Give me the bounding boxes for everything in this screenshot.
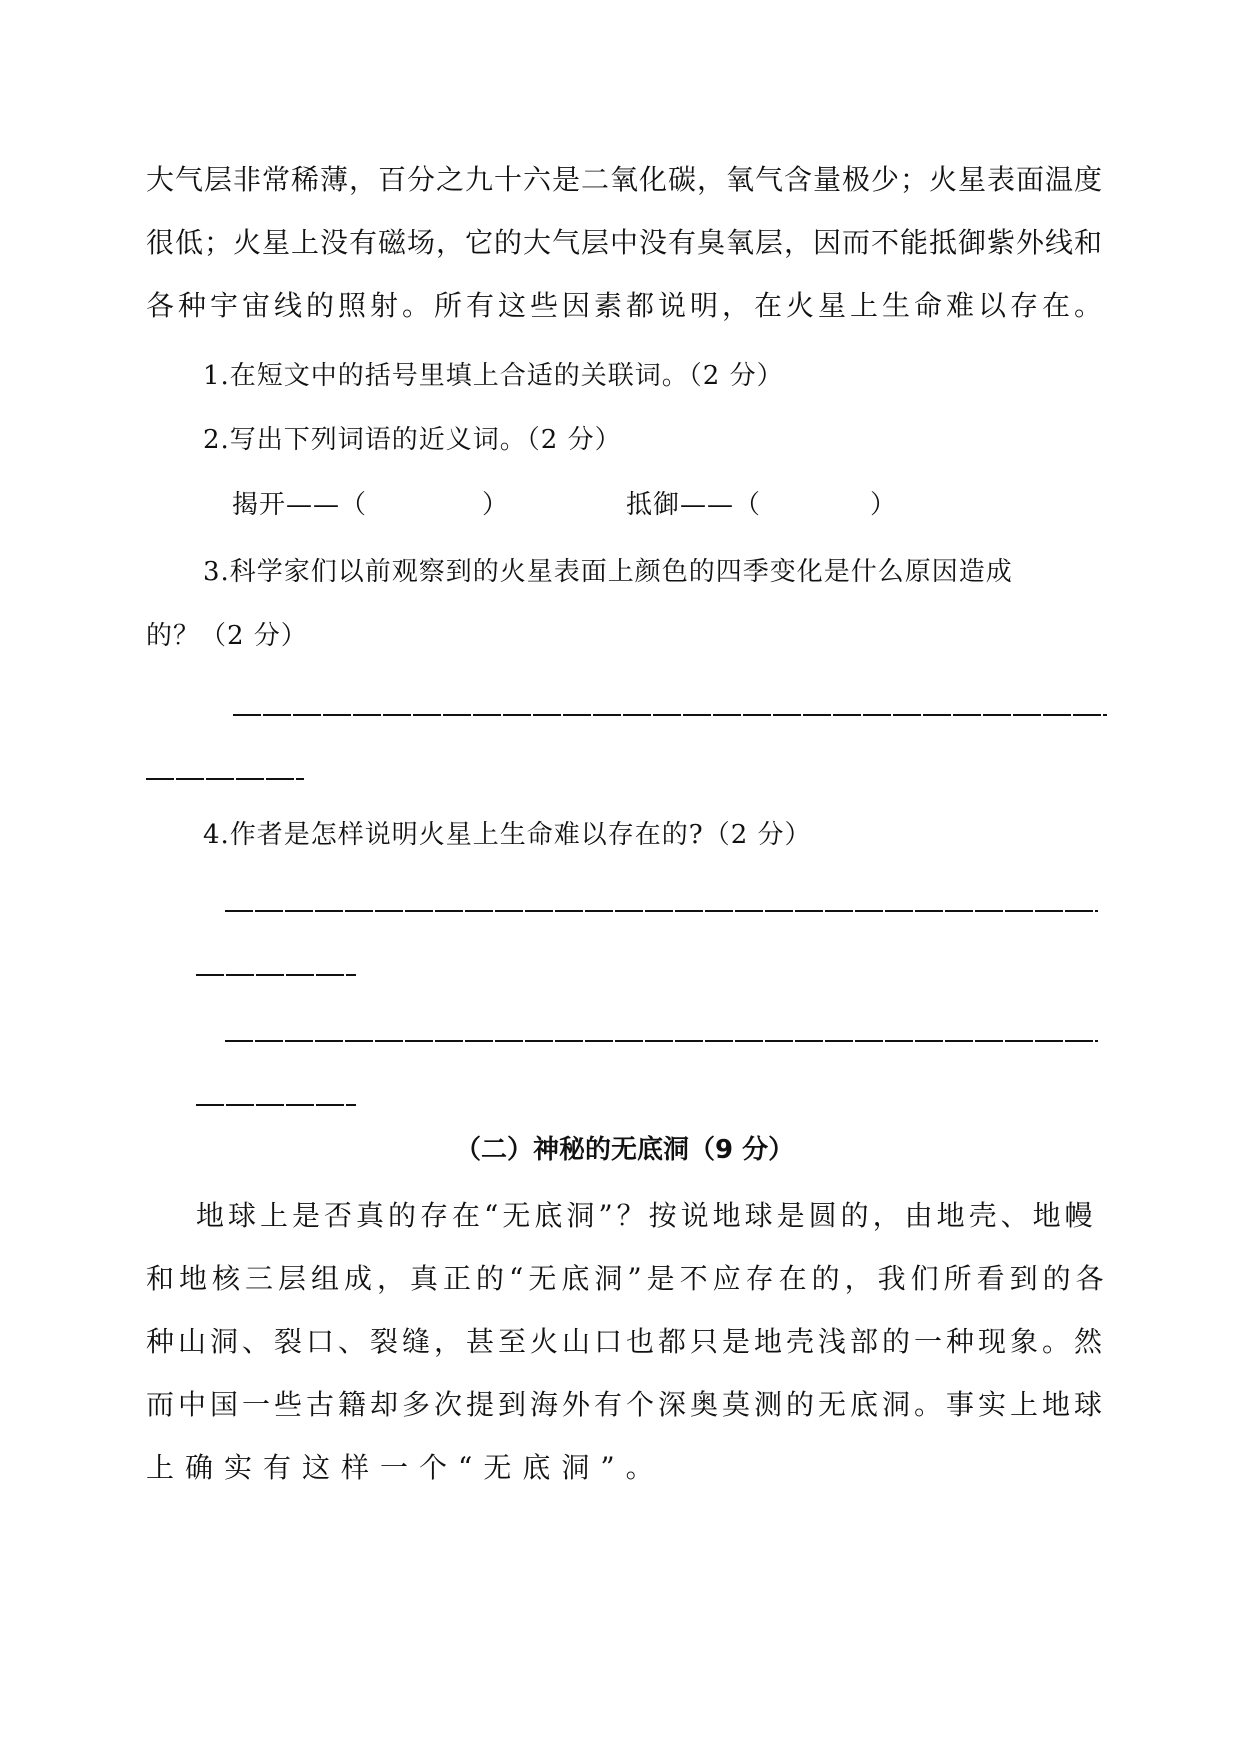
question-3-continued: 的？（2 分）: [146, 621, 308, 651]
answer-line[interactable]: [196, 1104, 356, 1106]
answer-line[interactable]: [233, 714, 1107, 716]
synonym-answer-blank-1[interactable]: [370, 485, 480, 525]
synonym-close-paren: ）: [870, 490, 898, 520]
passage-line: 种山洞、裂口、裂缝，甚至火山口也都只是地壳浅部的一种现象。然: [146, 1325, 1107, 1358]
synonym-close-paren: ）: [482, 490, 510, 520]
passage-line: 上确实有这样一个“无底洞”。: [146, 1451, 665, 1484]
passage-line: 很低；火星上没有磁场，它的大气层中没有臭氧层，因而不能抵御紫外线和: [146, 226, 1104, 259]
question-1: 1.在短文中的括号里填上合适的关联词。（2 分）: [203, 361, 784, 391]
passage-line: 大气层非常稀薄，百分之九十六是二氧化碳，氧气含量极少；火星表面温度: [146, 163, 1104, 196]
passage-line: 和地核三层组成，真正的“无底洞”是不应存在的，我们所看到的各: [146, 1262, 1109, 1295]
synonym-item-2: [626, 485, 761, 525]
passage-line: 各种宇宙线的照射。所有这些因素都说明，在火星上生命难以存在。: [146, 289, 1107, 322]
synonym-word: 抵御——（: [626, 490, 762, 520]
passage-line: 地球上是否真的存在“无底洞”？按说地球是圆的，由地壳、地幔: [196, 1199, 1097, 1232]
answer-line[interactable]: [225, 1040, 1098, 1042]
answer-line[interactable]: [225, 910, 1098, 912]
question-4: 4.作者是怎样说明火星上生命难以存在的?（2 分）: [203, 820, 812, 850]
question-2: 2.写出下列词语的近义词。（2 分）: [203, 425, 622, 455]
section-heading: （二）神秘的无底洞（9 分）: [455, 1135, 795, 1165]
question-3: 3.科学家们以前观察到的火星表面上颜色的四季变化是什么原因造成: [203, 557, 1013, 587]
answer-line[interactable]: [196, 974, 356, 976]
passage-line: 而中国一些古籍却多次提到海外有个深奥莫测的无底洞。事实上地球: [146, 1388, 1107, 1421]
answer-line[interactable]: [146, 778, 304, 780]
synonym-word: 揭开——（: [232, 490, 368, 520]
synonym-answer-blank-2[interactable]: [765, 485, 865, 525]
synonym-item-1: [232, 485, 367, 525]
